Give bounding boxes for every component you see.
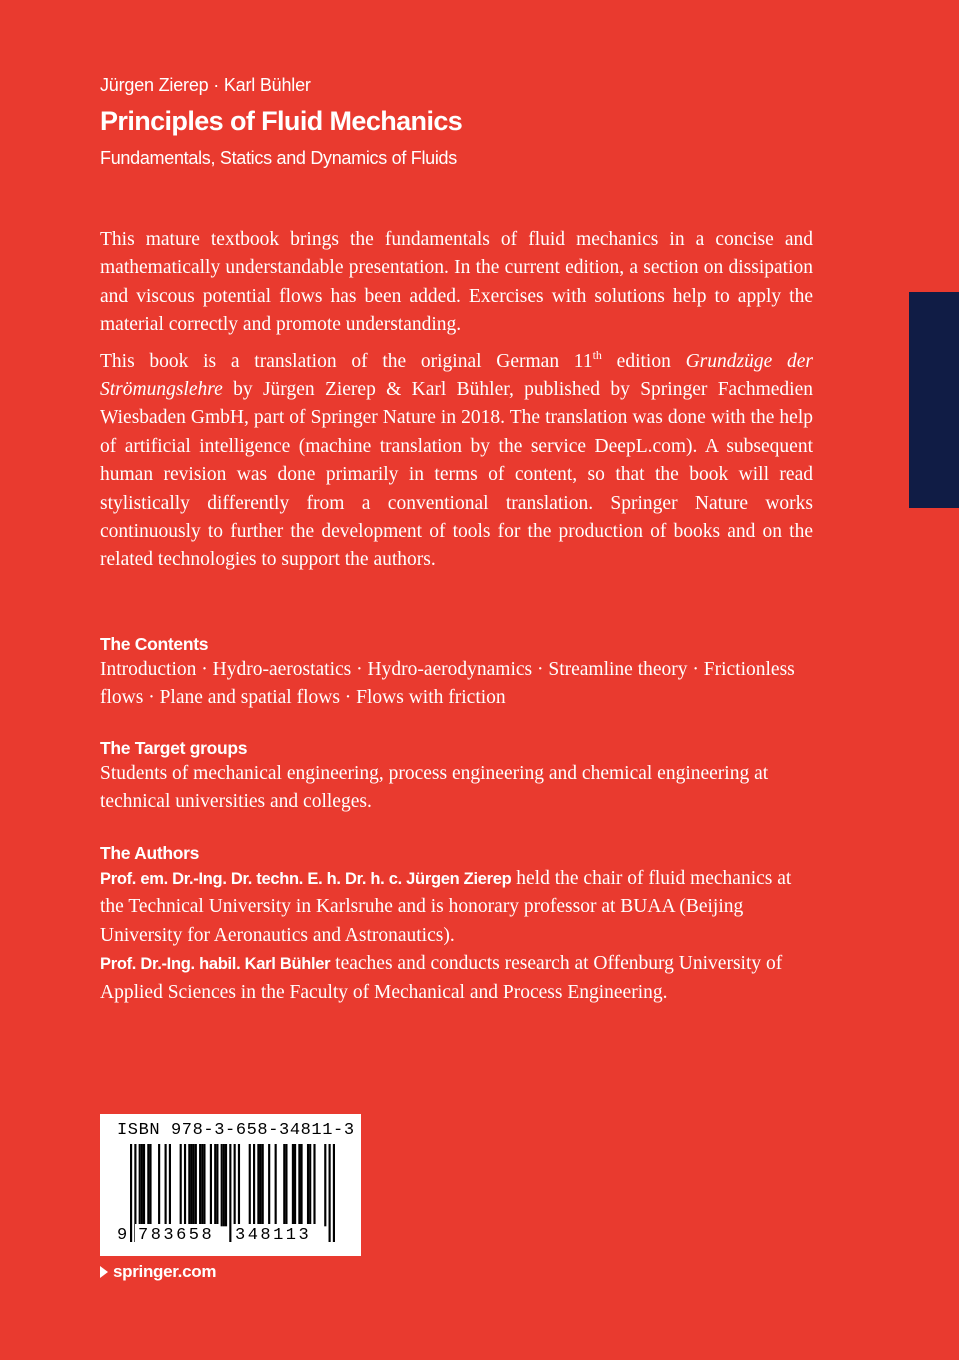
target-groups-text: Students of mechanical engineering, process engineering and chemical engineering at technical universities and colleges. <box>100 763 769 813</box>
authors-heading: The Authors <box>100 843 200 863</box>
authors-section <box>100 841 813 1007</box>
barcode-bar <box>223 1144 225 1226</box>
author-1-text: held the chair of fluid mechanics at the Technical University in Karlsruhe and is honorary professor at BUAA (Beijing University for Aeronautics and Astronautics). <box>100 868 792 946</box>
paragraph-2-text-a: This book is a translation of the original German 11 <box>100 350 593 372</box>
author-1-bio <box>100 865 813 950</box>
barcode-bar <box>294 1144 296 1226</box>
barcode-bar <box>141 1144 143 1226</box>
author-2-text: teaches and conducts research at Offenburg University of Applied Sciences in the Faculty of Mechanical and Process Engineering. <box>100 953 783 1003</box>
barcode-bar <box>180 1144 182 1226</box>
barcode-bar <box>329 1144 331 1242</box>
description-paragraph-1: This mature textbook brings the fundamentals of fluid mechanics in a concise and mathematically understandable presentation. In the current edition, a section on dissipation and viscous potential flows has been added. Exercises with solutions help to apply the material correctly and promote understanding. <box>100 229 813 336</box>
barcode-bar <box>147 1144 149 1226</box>
barcode-bar <box>184 1144 186 1226</box>
contents-text: Introduction · Hydro-aerostatics · Hydro-aerodynamics · Streamline theory · Frictionless flows · Plane and spatial flows · Flows with friction <box>100 659 795 709</box>
barcode-first-digit: 9 <box>117 1226 128 1245</box>
author-2-bio <box>100 950 813 1007</box>
barcode-bar <box>165 1144 167 1226</box>
target-groups-section <box>100 736 813 817</box>
barcode-bar <box>225 1144 227 1226</box>
publisher-link[interactable] <box>100 1262 216 1282</box>
contents-section <box>100 632 813 713</box>
barcode-bar <box>158 1144 160 1226</box>
barcode-bar <box>214 1144 216 1226</box>
barcode-right-digits: 348113 <box>235 1226 312 1245</box>
barcode-bar <box>199 1144 201 1226</box>
isbn-label: ISBN 978-3-658-34811-3 <box>117 1121 355 1140</box>
barcode-bar <box>259 1144 261 1226</box>
barcode-bar <box>313 1144 315 1226</box>
barcode-bar <box>188 1144 190 1226</box>
barcode-bar <box>139 1144 141 1226</box>
barcode-bar <box>268 1144 270 1226</box>
target-groups-heading: The Target groups <box>100 738 248 758</box>
description-paragraph-2 <box>100 348 813 575</box>
barcode-bar <box>292 1144 294 1226</box>
edition-ordinal-superscript: th <box>592 347 602 362</box>
barcode-bar <box>307 1144 309 1226</box>
barcode-bar <box>201 1144 203 1226</box>
book-subtitle: Fundamentals, Statics and Dynamics of Fluids <box>100 148 457 168</box>
barcode-bar <box>275 1144 277 1226</box>
barcode-bar <box>143 1144 145 1226</box>
barcode-bar <box>190 1144 192 1226</box>
barcode-bar <box>285 1144 287 1226</box>
barcode-bar <box>324 1144 326 1226</box>
barcode-bar <box>193 1144 195 1226</box>
barcode-bar <box>309 1144 311 1226</box>
arrow-right-icon <box>100 1266 108 1278</box>
barcode-bar <box>298 1144 300 1226</box>
barcode-bar <box>300 1144 302 1226</box>
barcode-bar <box>210 1144 212 1226</box>
barcode-bar <box>169 1144 171 1226</box>
barcode-bar <box>333 1144 335 1242</box>
author-names: Jürgen Zierep · Karl Bühler <box>100 75 311 95</box>
book-description <box>100 226 813 583</box>
author-2-name: Prof. Dr.-Ing. habil. Karl Bühler <box>100 955 331 974</box>
barcode-bar <box>238 1144 240 1226</box>
barcode-bar <box>257 1144 259 1226</box>
barcode-bar <box>216 1144 218 1226</box>
book-title: Principles of Fluid Mechanics <box>100 106 463 136</box>
barcode-bar <box>149 1144 151 1226</box>
paragraph-2-text-b: edition <box>601 350 686 372</box>
paragraph-2-text-c: by Jürgen Zierep & Karl Bühler, published by Springer Fachmedien Wiesbaden GmbH, part of Springer Nature in 2018. The translation was done with the help of artificial intelligence (machine translation by the service DeepL.com). A subsequent human revision was done primarily in terms of content, so that the book will read stylistically differently from a conventional translation. Springer Nature works continuously to further the development of tools for the production of books and on the related technologies to support the authors. <box>100 379 813 571</box>
barcode-bar <box>221 1144 223 1226</box>
barcode-bar <box>283 1144 285 1226</box>
barcode-bar <box>253 1144 255 1226</box>
barcode-left-digits: 783658 <box>138 1226 215 1245</box>
publisher-site-text: springer.com <box>113 1262 217 1281</box>
barcode-bar <box>195 1144 197 1226</box>
barcode-bar <box>249 1144 251 1226</box>
spine-color-tab <box>909 292 959 508</box>
barcode-bar <box>130 1144 132 1242</box>
contents-heading: The Contents <box>100 634 209 654</box>
isbn-barcode <box>100 1114 361 1256</box>
original-title-italic: Grundzüge der Strömungslehre <box>100 350 813 401</box>
barcode-bar <box>203 1144 205 1226</box>
author-1-name: Prof. em. Dr.-Ing. Dr. techn. E. h. Dr. h. c. Jürgen Zierep <box>100 870 512 888</box>
barcode-bar <box>262 1144 264 1226</box>
